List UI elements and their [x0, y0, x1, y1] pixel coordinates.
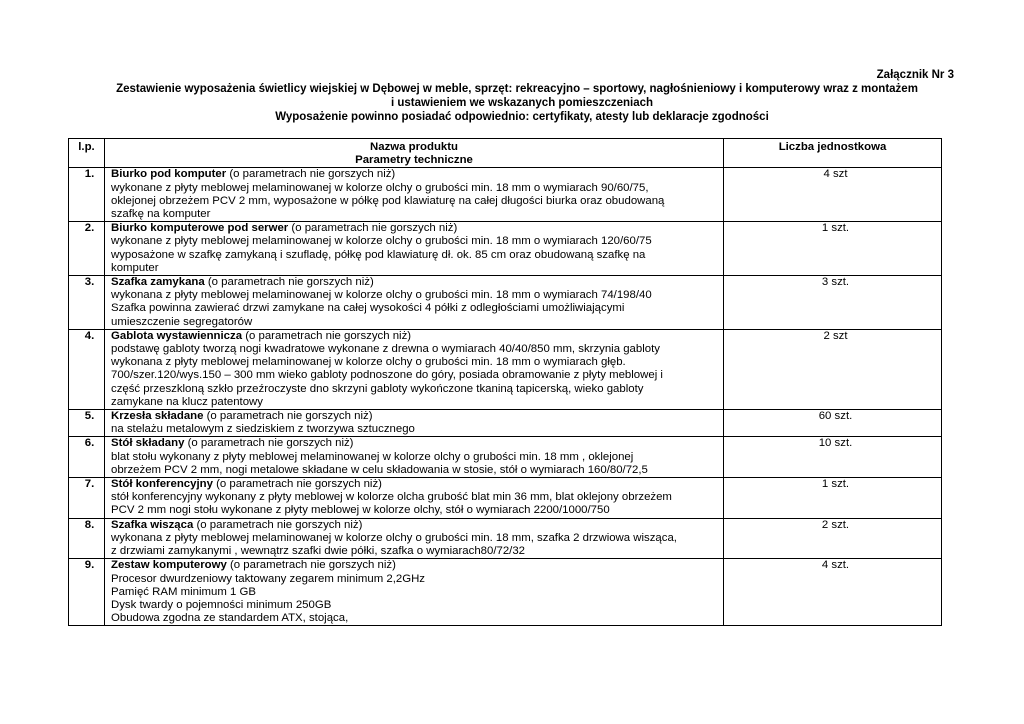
row-number: 3. — [69, 276, 105, 330]
product-heading — [111, 410, 723, 423]
product-description-line: Pamięć RAM minimum 1 GB — [111, 585, 256, 598]
product-description-line: wykonana z płyty meblowej melaminowanej w kolorze olchy o grubości min. 18 mm o wymiarach głęb. — [111, 356, 626, 369]
product-description-line: szafkę na komputer — [111, 208, 211, 221]
product-description-line: na stelażu metalowym z siedziskiem z tworzywa sztucznego — [111, 423, 415, 436]
table-row — [69, 559, 942, 626]
equipment-table — [68, 138, 942, 626]
parameter-note: (o parametrach nie gorszych niż) — [193, 518, 363, 531]
product-name: Biurko pod komputer — [111, 168, 227, 181]
table-row — [69, 410, 942, 437]
quantity-cell: 4 szt — [724, 168, 942, 222]
parameter-note: (o parametrach nie gorszych niż) — [288, 222, 458, 235]
product-name: Szafka wisząca — [111, 518, 194, 531]
product-description-line: zamykane na klucz patentowy — [111, 395, 263, 408]
table-row — [69, 518, 942, 559]
product-description-line: część przeszkloną szkło przeźroczyste dno skrzyni gabloty wykończone tkaniną tapicerską, wieko gabloty — [111, 382, 644, 395]
product-description-line: wyposażone w szafkę zamykaną i szufladę, półkę pod klawiaturę dł. ok. 85 cm oraz obudowaną szafkę na — [111, 248, 646, 261]
parameter-note: (o parametrach nie gorszych niż) — [226, 559, 396, 572]
product-name: Krzesła składane — [111, 410, 204, 423]
product-name: Gablota wystawiennicza — [111, 329, 243, 342]
product-name: Stół konferencyjny — [111, 478, 213, 491]
product-cell — [105, 559, 724, 626]
row-number: 4. — [69, 329, 105, 409]
product-heading — [111, 478, 723, 491]
product-description-line: wykonana z płyty meblowej melaminowanej w kolorze olchy o grubości min. 18 mm, szafka 2 drzwiowa wisząca, — [111, 531, 677, 544]
product-description-line: Dysk twardy o pojemności minimum 250GB — [111, 598, 332, 611]
product-cell — [105, 222, 724, 276]
product-description-line: wykonana z płyty meblowej melaminowanej w kolorze olchy o grubości min. 18 mm o wymiarach 74/198/40 — [111, 289, 652, 302]
product-heading — [111, 437, 723, 450]
row-number: 9. — [69, 559, 105, 626]
quantity-cell: 1 szt. — [724, 222, 942, 276]
product-cell — [105, 478, 724, 519]
table-body — [69, 168, 942, 626]
product-cell — [105, 276, 724, 330]
product-description-line: obrzeżem PCV 2 mm, nogi metalowe składane w celu składowania w stosie, stół o wymiarach 160/80/72,5 — [111, 463, 648, 476]
row-number: 8. — [69, 518, 105, 559]
quantity-cell: 2 szt. — [724, 518, 942, 559]
row-number: 6. — [69, 437, 105, 478]
quantity-cell: 2 szt — [724, 329, 942, 409]
product-description-line: Szafka powinna zawierać drzwi zamykane na całej wysokości 4 półki z odległościami umożliwiającymi — [111, 302, 625, 315]
quantity-cell: 4 szt. — [724, 559, 942, 626]
row-number: 5. — [69, 410, 105, 437]
product-description-line: Procesor dwurdzeniowy taktowany zegarem minimum 2,2GHz — [111, 572, 425, 585]
product-description-line: wykonane z płyty meblowej melaminowanej w kolorze olchy o grubości min. 18 mm o wymiarach 120/60/75 — [111, 235, 652, 248]
document-heading — [0, 82, 1024, 124]
product-heading — [111, 519, 723, 532]
parameter-note: (o parametrach nie gorszych niż) — [212, 478, 382, 491]
quantity-cell: 60 szt. — [724, 410, 942, 437]
product-name: Biurko komputerowe pod serwer — [111, 222, 289, 235]
header-product-name: Nazwa produktu — [370, 141, 458, 153]
product-description-line: komputer — [111, 261, 159, 274]
heading-line-2: i ustawieniem we wskazanych pomieszczeniach — [390, 97, 654, 109]
product-description-line: Obudowa zgodna ze standardem ATX, stojąca, — [111, 612, 349, 625]
product-cell — [105, 410, 724, 437]
product-name: Szafka zamykana — [111, 276, 205, 289]
table-row — [69, 478, 942, 519]
quantity-cell: 3 szt. — [724, 276, 942, 330]
quantity-cell: 10 szt. — [724, 437, 942, 478]
product-cell — [105, 168, 724, 222]
product-description-line: PCV 2 mm nogi stołu wykonane z płyty meblowej w kolorze olchy, stół o wymiarach 2200/1000/750 — [111, 504, 610, 517]
parameter-note: (o parametrach nie gorszych niż) — [242, 329, 412, 342]
product-cell — [105, 329, 724, 409]
product-description-line: blat stołu wykonany z płyty meblowej melaminowanej w kolorze olchy o grubości min. 18 mm , oklejonej — [111, 450, 634, 463]
product-description-line: 700/szer.120/wys.150 – 300 mm wieko gabloty podnoszone do góry, posiada obramowanie z płyty meblowej i — [111, 369, 663, 382]
product-heading — [111, 222, 723, 235]
table-row — [69, 168, 942, 222]
product-description-line: umieszczenie segregatorów — [111, 315, 253, 328]
product-heading — [111, 559, 723, 572]
product-heading — [111, 168, 723, 181]
header-quantity: Liczba jednostkowa — [724, 139, 942, 168]
table-row — [69, 222, 942, 276]
product-description-line: wykonane z płyty meblowej melaminowanej w kolorze olchy o grubości min. 18 mm o wymiarach 90/60/75, — [111, 181, 649, 194]
header-product — [105, 139, 724, 168]
table-row — [69, 276, 942, 330]
product-cell — [105, 437, 724, 478]
row-number: 1. — [69, 168, 105, 222]
quantity-cell: 1 szt. — [724, 478, 942, 519]
table-row — [69, 437, 942, 478]
parameter-note: (o parametrach nie gorszych niż) — [204, 276, 374, 289]
product-heading — [111, 276, 723, 289]
table-header-row — [69, 139, 942, 168]
heading-line-3: Wyposażenie powinno posiadać odpowiednio: certyfikaty, atesty lub deklaracje zgodności — [275, 111, 769, 123]
row-number: 7. — [69, 478, 105, 519]
product-description-line: stół konferencyjny wykonany z płyty meblowej w kolorze olcha grubość blat min 36 mm, blat oklejony obrzeżem — [111, 491, 672, 504]
attachment-label: Załącznik Nr 3 — [876, 69, 954, 81]
product-name: Zestaw komputerowy — [111, 559, 227, 572]
product-name: Stół składany — [111, 437, 185, 450]
row-number: 2. — [69, 222, 105, 276]
heading-line-1: Zestawienie wyposażenia świetlicy wiejskiej w Dębowej w meble, sprzęt: rekreacyjno – sportowy, nagłośnieniowy i komputerowy wraz z montażem — [116, 83, 918, 95]
header-parameters: Parametry techniczne — [355, 154, 473, 167]
product-description-line: oklejonej obrzeżem PCV 2 mm, wyposażone w półkę pod klawiaturę na całej długości biurka oraz obudowaną — [111, 194, 665, 207]
product-description-line: podstawę gabloty tworzą nogi kwadratowe wykonane z drewna o wymiarach 40/40/850 mm, skrzynia gabloty — [111, 343, 660, 356]
product-description-line: z drzwiami zamykanymi , wewnątrz szafki dwie półki, szafka o wymiarach80/72/32 — [111, 545, 526, 558]
table-row — [69, 329, 942, 409]
header-lp: l.p. — [69, 139, 105, 168]
product-cell — [105, 518, 724, 559]
product-heading — [111, 330, 723, 343]
parameter-note: (o parametrach nie gorszych niż) — [226, 168, 396, 181]
parameter-note: (o parametrach nie gorszych niż) — [203, 410, 373, 423]
parameter-note: (o parametrach nie gorszych niż) — [184, 437, 354, 450]
